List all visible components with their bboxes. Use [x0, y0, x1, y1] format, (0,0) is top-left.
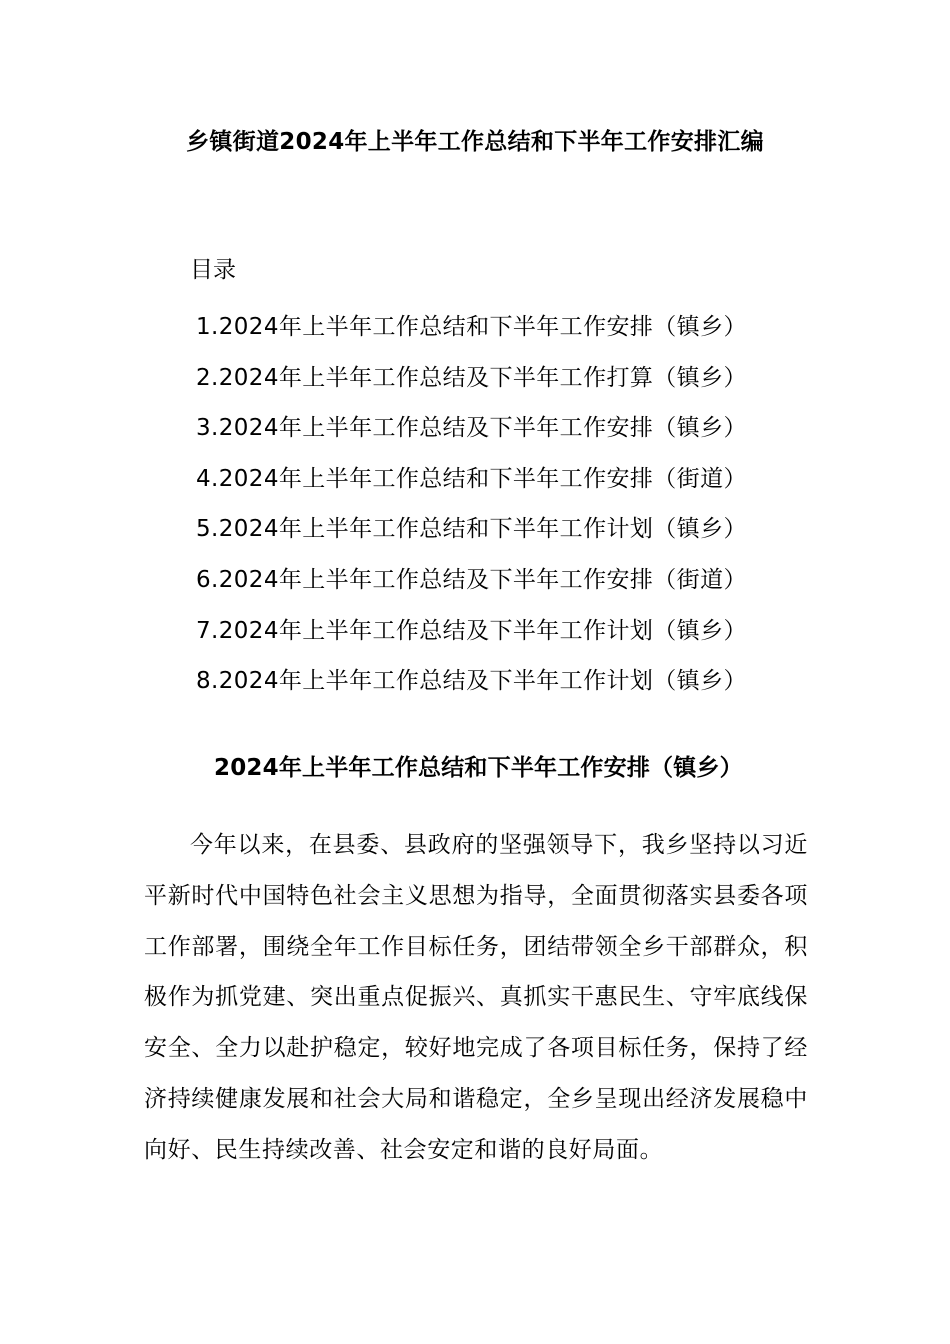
toc-item-6: 6.2024年上半年工作总结及下半年工作安排（街道） — [196, 566, 747, 593]
toc-heading: 目录 — [190, 257, 236, 283]
toc-item-8: 8.2024年上半年工作总结及下半年工作计划（镇乡） — [196, 668, 747, 695]
toc-item-5: 5.2024年上半年工作总结和下半年工作计划（镇乡） — [196, 516, 747, 543]
body-paragraph: 今年以来，在县委、县政府的坚强领导下，我乡坚持以习近平新时代中国特色社会主义思想为指导，全面贯彻落实县委各项工作部署，围绕全年工作目标任务，团结带领全乡干部群众，积极作为抓党建、突出重点促振兴、真抓实干惠民生、守牢底线保安全、全力以赴护稳定，较好地完成了各项目标任务，保持了经济持续健康发展和社会大局和谐稳定，全乡呈现出经济发展稳中向好、民生持续改善、社会安定和谐的良好局面。 — [144, 832, 808, 1163]
section-title: 2024年上半年工作总结和下半年工作安排（镇乡） — [214, 755, 743, 781]
toc-item-2: 2.2024年上半年工作总结及下半年工作打算（镇乡） — [196, 364, 747, 391]
toc-item-1: 1.2024年上半年工作总结和下半年工作安排（镇乡） — [196, 314, 747, 340]
document-title: 乡镇街道2024年上半年工作总结和下半年工作安排汇编 — [186, 129, 764, 155]
toc-item-4: 4.2024年上半年工作总结和下半年工作安排（街道） — [196, 465, 747, 492]
toc-list — [196, 302, 747, 707]
toc-item-7: 7.2024年上半年工作总结及下半年工作计划（镇乡） — [196, 617, 747, 644]
toc-item-3: 3.2024年上半年工作总结及下半年工作安排（镇乡） — [196, 415, 747, 442]
